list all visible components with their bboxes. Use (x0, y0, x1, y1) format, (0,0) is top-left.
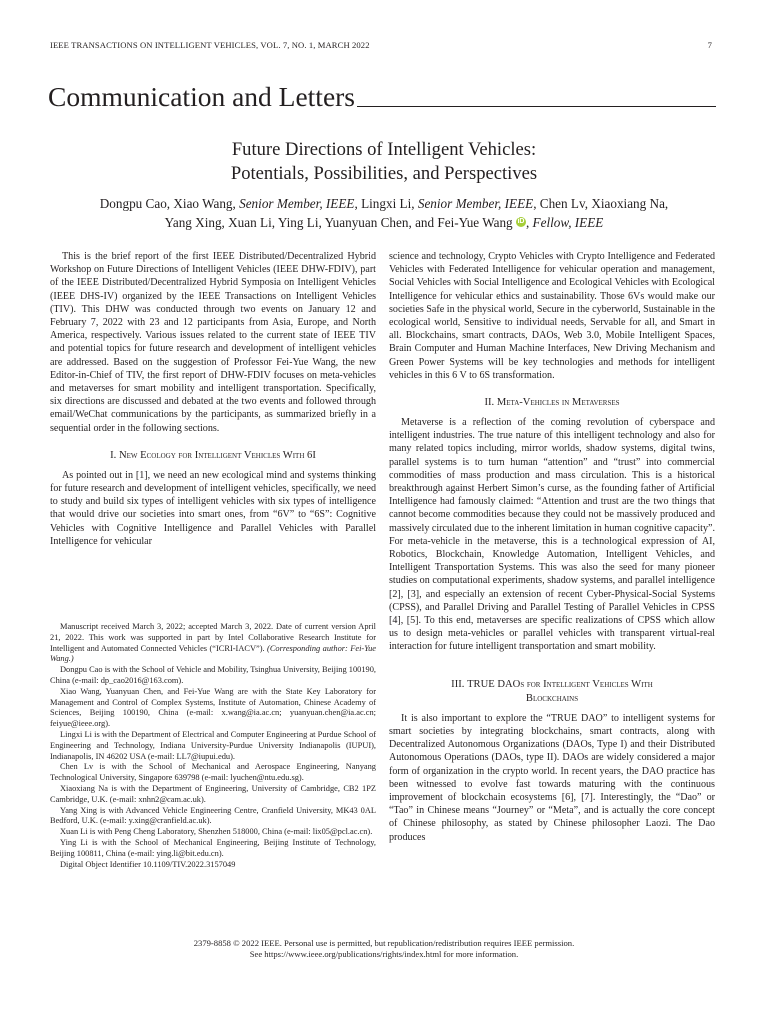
page-number: 7 (707, 40, 712, 50)
footnotes (50, 622, 376, 870)
footnote-affiliation: Ying Li is with the School of Mechanical Engineering, Beijing Institute of Technology, Beijing 100811, China (e-mail: ying.li@bit.edu.cn). (50, 837, 376, 858)
footnote-manuscript-text: Manuscript received March 3, 2022; accepted March 3, 2022. Date of current version April 21, 2022. This work was supported in part by Intel Collaborative Research Institute for Intelligent and Automated Connected Vehicles (“ICRI-IACV”). (50, 622, 376, 653)
membership-3: Fellow, IEEE (532, 215, 604, 230)
authors-line-1 (48, 194, 720, 213)
title-line-1: Future Directions of Intelligent Vehicles: (231, 139, 537, 160)
footnote-affiliation: Xiao Wang, Yuanyuan Chen, and Fei-Yue Wang are with the State Key Laboratory for Management and Control of Complex Systems, Institute of Automation, Chinese Academy of Sciences, Beijing 100190, China (e-mail: x.wang@ia.ac.cn; yuanyuan.chen@ia.ac.cn; feiyue@ieee.org). (50, 686, 376, 729)
author-list (48, 194, 720, 232)
copyright-notice (48, 938, 720, 960)
copyright-line-2: See https://www.ieee.org/publications/rights/index.html for more information. (249, 949, 519, 959)
membership-1: Senior Member, IEEE (239, 196, 355, 211)
section-banner-label: Communication and Letters (48, 80, 356, 112)
copyright-line-1: 2379-8858 © 2022 IEEE. Personal use is permitted, but republication/redistribution requires IEEE permission. (193, 938, 575, 948)
membership-2: Senior Member, IEEE (417, 196, 534, 211)
section-2-heading (389, 396, 715, 410)
footnote-corresponding: (Corresponding author: Fei-Yue Wang.) (50, 643, 376, 664)
footnote-affiliation: Xiaoxiang Na is with the Department of Engineering, University of Cambridge, CB2 1PZ Cambridge, U.K. (e-mail: xnhn2@cam.ac.uk). (50, 783, 376, 804)
author-names-4: Yang Xing, Xuan Li, Ying Li, Yuanyuan Chen, and Fei-Yue Wang (164, 215, 513, 230)
section-2-paragraph: Metaverse is a reflection of the coming revolution of cyberspace and intelligent industries. The true nature of this intelligent technology and also for many related topics including, mirror worlds, shadow systems, digital twins, parallel systems is to turn human “attention” and “trust” into commercial commodities of mass production and mass circulation. This is a historical breakthrough against Herbert Simon’s curse, as the founding father of Artificial Intelligence had famously claimed: “Attention and trust are the two things that cannot become commodities because they could not be massively produced and massively circulated due to the inherent limitation in human cognitive capacity”. For meta-vehicle in the metaverse, this is a technological expression of AI, Robotics, Blockchain, Knowledge Automation, Intelligent Vehicles, and Intelligent Transportation Systems. This was also the seed for many pioneer studies on computational experiments, shadow systems, and parallel intelligence [2], [3], and especially an extension of recent Cyber-Physical-Social Systems (CPSS), and Parallel Driving and Parallel Testing of Parallel Vehicles in CPSS [4], [5]. To this end, metaverses are specific realizations of CPSS which allow us to design meta-vehicles or parallel vehicles with transparent virtual-real interaction for future intelligent transportation and smart mobility. (389, 417, 715, 653)
section-3-paragraph: It is also important to explore the “TRUE DAO” to intelligent systems for smart societies by integrating blockchains, smart contracts, along with Decentralized Autonomous Organizations (DAOs, Type I) and their Distributed Autonomous Operations (DAOs, type II). DAOs are widely considered a major form of organization in the crypto world. In recent years, the DAO practice has been witnessed to evolve fast towards maturing with the continuous improvement of blockchain ecosystems [6], [7]. Interestingly, the “Dao” or “Tao” in Chinese means “Journey” or “Meta”, and is actually the core concept of Chinese philosophy, as stated by Chinese philosopher Laozi. The Dao produces (389, 712, 715, 843)
author-names-3: , Chen Lv, Xiaoxiang Na, (533, 196, 669, 211)
intro-paragraph: This is the brief report of the first IEEE Distributed/Decentralized Hybrid Workshop on Future Directions of Intelligent Vehicles (IEEE DHW-FDIV), part of the IEEE Distributed/Decentralized Hybrid Symposia on Intelligent Vehicles (IEEE DHS-IV) organized by the IEEE Transactions on Intelligent Vehicles (TIV). This DHW was conducted through two events on January 12 and February 7, 2022 with 23 and 12 participants from Asia, Europe, and North America, respectively. Various issues related to the current state of IEEE TIV and potential topics for future research and development of intelligent vehicles are addressed. Based on the suggestion of Professor Fei-Yue Wang, the new Editor-in-Chief of TIV, the first report of DHW-FDIV focuses on meta-vehicles and metaverses for smart mobility and intelligent transportation. Specifically, six directions are discussed and debated at the two events and followed through email/WeChat communications by the participants, as summarized briefly in a sequential order in the following sections. (50, 251, 376, 434)
running-header (50, 40, 712, 50)
orcid-icon[interactable]: iD (517, 218, 525, 225)
footnote-affiliation: Xuan Li is with Peng Cheng Laboratory, Shenzhen 518000, China (e-mail: lix05@pcl.ac.cn). (60, 827, 373, 837)
continued-paragraph: science and technology, Crypto Vehicles with Crypto Intelligence and Federated Vehicles with Federated Intelligence for vehicular operation and management, Social Vehicles with Social Intelligence and Ecological Vehicles with Ecological Intelligence for vehicular ethics and sustainability. Those 6Vs would make our societies Safe in the physical world, Secure in the cyberworld, Sustainable in the ecological world, Sensitive to individual needs, Servable for all, and Smart in all. Blockchains, smart contracts, DAOs, Web 3.0, Mobile Intelligent Spaces, Brain Computer and Human Machine Interfaces, New Driving Mechanism and Green Power Systems will be key technologies and methods for intelligent vehicles in this 6 V to 6S transformation. (389, 251, 715, 381)
section-banner-rule (357, 106, 716, 107)
section-1-paragraph: As pointed out in [1], we need an new ecological mind and systems thinking for future research and development of intelligent vehicles, specifically, we need to study and build six types of intelligent vehicles with six types of intelligence that would drive our societies into smart ones, from “6V” to “6S”: Cognitive Vehicles with Cognitive Intelligence and Parallel Vehicles with Parallel Intelligence for vehicular (50, 469, 376, 547)
section-1-heading (50, 449, 376, 463)
section-2-number: II. (484, 397, 495, 409)
section-2-title: Meta-Vehicles in Metaverses (496, 397, 620, 409)
section-3-title-b: Blockchains (525, 692, 579, 704)
journal-citation: IEEE TRANSACTIONS ON INTELLIGENT VEHICLES, VOL. 7, NO. 1, MARCH 2022 (50, 40, 370, 50)
right-column (389, 250, 715, 844)
author-names-2: , Lingxi Li, (354, 196, 415, 211)
footnote-affiliation: Chen Lv is with the School of Mechanical and Aerospace Engineering, Nanyang Technological University, Singapore 639798 (e-mail: lyuchen@ntu.edu.sg). (50, 762, 376, 783)
left-column (50, 250, 376, 548)
footnote-manuscript (50, 622, 376, 665)
section-3-heading-line-1 (389, 678, 715, 692)
footnote-affiliation: Yang Xing is with Advanced Vehicle Engineering Centre, Cranfield University, MK43 0AL Bedford, U.K. (e-mail: y.xing@cranfield.ac.uk). (50, 805, 376, 826)
section-banner (48, 76, 716, 110)
footnote-affiliation: Dongpu Cao is with the School of Vehicle and Mobility, Tsinghua University, Beijing 100190, China (e-mail: dp_cao2016@163.com). (50, 665, 376, 685)
section-3-heading (389, 678, 715, 706)
section-1-title: New Ecology for Intelligent Vehicles With 6I (118, 449, 316, 461)
section-1-number: I. (110, 449, 117, 461)
author-separator: , (525, 215, 530, 230)
section-3-title-a: TRUE DAOs for Intelligent Vehicles With (467, 678, 653, 690)
footnote-doi: Digital Object Identifier 10.1109/TIV.2022.3157049 (60, 859, 236, 869)
footnote-affiliation: Lingxi Li is with the Department of Electrical and Computer Engineering at Purdue School of Engineering and Technology, Indiana University-Purdue University Indianapolis (IUPUI), Indianapolis, IN 46202 USA (e-mail: LL7@iupui.edu). (50, 729, 376, 761)
author-names-1: Dongpu Cao, Xiao Wang, (99, 196, 236, 211)
section-3-number: III. (451, 678, 465, 690)
authors-line-2 (48, 213, 720, 232)
title-line-2: Potentials, Possibilities, and Perspectives (230, 163, 538, 184)
paper-title (48, 138, 720, 186)
